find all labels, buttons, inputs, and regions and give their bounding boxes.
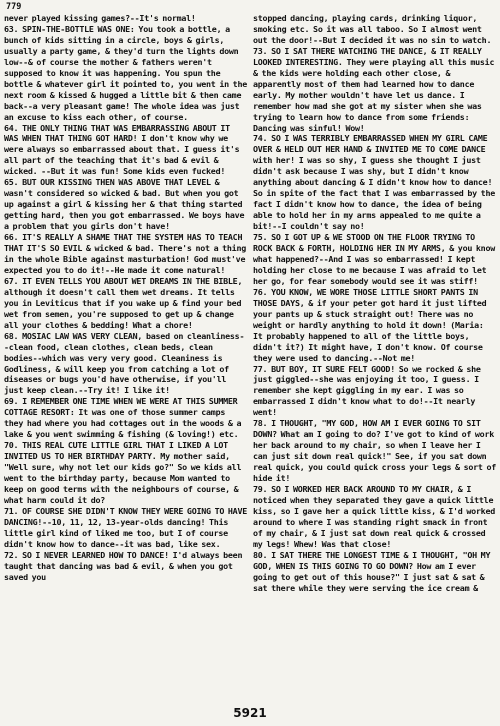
left-column	[4, 13, 247, 703]
paragraph: 68. MOSIAC LAW WAS VERY CLEAN, based on cleanliness--clean food, clean clothes, clean beds, clean bodies--which was very very good. Cleaniness is Godliness, & will keep you from catching a lot of diseases or bugs you'd have otherwise, if you'll just keep clean.--Try it! I like it!	[4, 330, 245, 396]
paragraph: 67. IT EVEN TELLS YOU ABOUT WET DREAMS IN THE BIBLE, although it doesn't call them wet dreams. It tells you in Leviticus that if you wake up & find your bed wet from semen, you're supposed to get up & change all your clothes & bedding! What a chore!	[4, 275, 243, 330]
paragraph: 64. THE ONLY THING THAT WAS EMBARRASSING ABOUT IT WAS WHEN THAT THING GOT HARD! I don't know why we were always so embarrassed about that. I guess it's all part of the teaching that it's bad & evil & wicked. --But it was fun! Some kids even fucked!	[4, 122, 240, 177]
paragraph: 76. YOU KNOW, WE WORE THOSE LITTLE SHORT PANTS IN THOSE DAYS, & if your peter got hard it just lifted your pants up & stuck straight out! There was no weight or hardly anything to hold it down! (Maria: It probably happened to all of the little boys, didn't it?) It might have, I don't know. Of course they were used to dancing.--Not me!	[253, 286, 487, 363]
paragraph: 69. I REMEMBER ONE TIME WHEN WE WERE AT THIS SUMMER COTTAGE RESORT: It was one of those summer camps they had where you had cottages out in the woods & a lake & you went swimming & fishing (& loving!) etc.	[4, 396, 242, 440]
paragraph: 63. SPIN-THE-BOTTLE WAS ONE: You took a bottle, a bunch of kids sitting in a circle, boys & girls, usually a party game, & they'd turn the lights down low--& of course the mother & fathers weren't supposed to know it was happening. You spun the bottle & whatever girl it pointed to, you went in the next room & kissed & hugged a little bit & then came back--a very pleasant game! The whole idea was just an excuse to kiss each other, of course.	[4, 23, 247, 122]
paragraph: 77. BUT BOY, IT SURE FELT GOOD! So we rocked & she just giggled--she was enjoying it too, I guess. I remember she kept giggling in my ear. I was so embarrassed I didn't know what to do!--It nearly went!	[253, 363, 481, 418]
paragraph: 74. SO I WAS TERRIBLY EMBARRASSED WHEN MY GIRL CAME OVER & HELD OUT HER HAND & INVITED ME TO COME DANCE with her! I was so shy, I guess she thought I just didn't ask because I was shy, but I didn't know anything about dancing & I didn't know how to dance! So in spite of the fact that I was embarrassed by the fact I didn't know how to dance, the idea of being able to hold her in my arms appealed to me quite a bit!--I couldn't say no!	[253, 133, 495, 232]
paragraph: stopped dancing, playing cards, drinking liquor, smoking etc. So it was all taboo. So I almost went out the door!--But I decided it was no sin to watch.	[253, 13, 492, 45]
page-number-top: 779	[6, 2, 22, 12]
paragraph: 66. IT'S REALLY A SHAME THAT THE SYSTEM HAS TO TEACH THAT IT'S SO EVIL & wicked & bad. There's not a thing in the whole Bible against masturbation! God must've expected you to do it!--He made it come natural!	[4, 232, 246, 275]
paragraph: 79. SO I WORKED HER BACK AROUND TO MY CHAIR, & I noticed when they separated they gave a quick little kiss, so I gave her a quick little kiss, & I'd worked around to where I was standing right smack in front of my chair, & I just sat down real quick & crossed my legs! Whew! Was that close!	[253, 483, 495, 549]
paragraph: 70. THIS REAL CUTE LITTLE GIRL THAT I LIKED A LOT INVITED US TO HER BIRTHDAY PARTY. My mother said, "Well sure, why not let our kids go?" So we kids all went to the birthday party, because Mom wanted to keep on good terms with the neighbours of course, & what harm could it do?	[4, 440, 242, 505]
page-number-bottom: 5921	[233, 706, 267, 720]
paragraph: 78. I THOUGHT, "MY GOD, HOW AM I EVER GOING TO SIT DOWN? What am I going to do? I've got to kind of work her back around to my chair, so when I leave her I can just sit down real quick!" See, if you sat down real quick, you could quick cross your legs & sort of hide it!	[253, 418, 496, 484]
right-column	[253, 13, 496, 703]
paragraph: 72. SO I NEVER LEARNED HOW TO DANCE! I'd always been taught that dancing was bad & evil, & when you got saved you	[4, 549, 243, 582]
paragraph: 80. I SAT THERE THE LONGEST TIME & I THOUGHT, "OH MY GOD, WHEN IS THIS GOING TO GO DOWN? How am I ever going to get out of this house?" I just sat & sat & sat there while they were serving the ice cream &	[253, 549, 491, 593]
paragraph: 71. OF COURSE SHE DIDN'T KNOW THEY WERE GOING TO HAVE DANCING!--10, 11, 12, 13-year-olds dancing! This little girl kind of liked me too, but I of course didn't know how to dance--it was bad, like sex.	[4, 505, 247, 549]
paragraph: never played kissing games?--It's normal!	[4, 13, 196, 23]
paragraph: 75. SO I GOT UP & WE STOOD ON THE FLOOR TRYING TO ROCK BACK & FORTH, HOLDING HER IN MY ARMS, & you know what happened?--And I was so embarrassed! I kept holding her close to me because I was afraid to let her go, for fear somebody would see it was stiff!	[253, 232, 495, 286]
paragraph: 73. SO I SAT THERE WATCHING THE DANCE, & IT REALLY LOOKED INTERESTING. They were playing all this music & the kids were holding each other close, & apparently most of them had learned how to dance early. My mother wouldn't have let us dance. I remember how mad she got at my sister when she was trying to learn how to dance from some friends: Dancing was sinful! Wow!	[253, 45, 495, 133]
paragraph: 65. BUT OUR KISSING THEN WAS ABOVE THAT LEVEL & wasn't considered so wicked & bad. But when you got up against a girl & kissing her & that thing started getting hard, then you got embarrassed. We boys have a problem that you girls don't have!	[4, 177, 245, 232]
text-columns	[4, 13, 496, 703]
